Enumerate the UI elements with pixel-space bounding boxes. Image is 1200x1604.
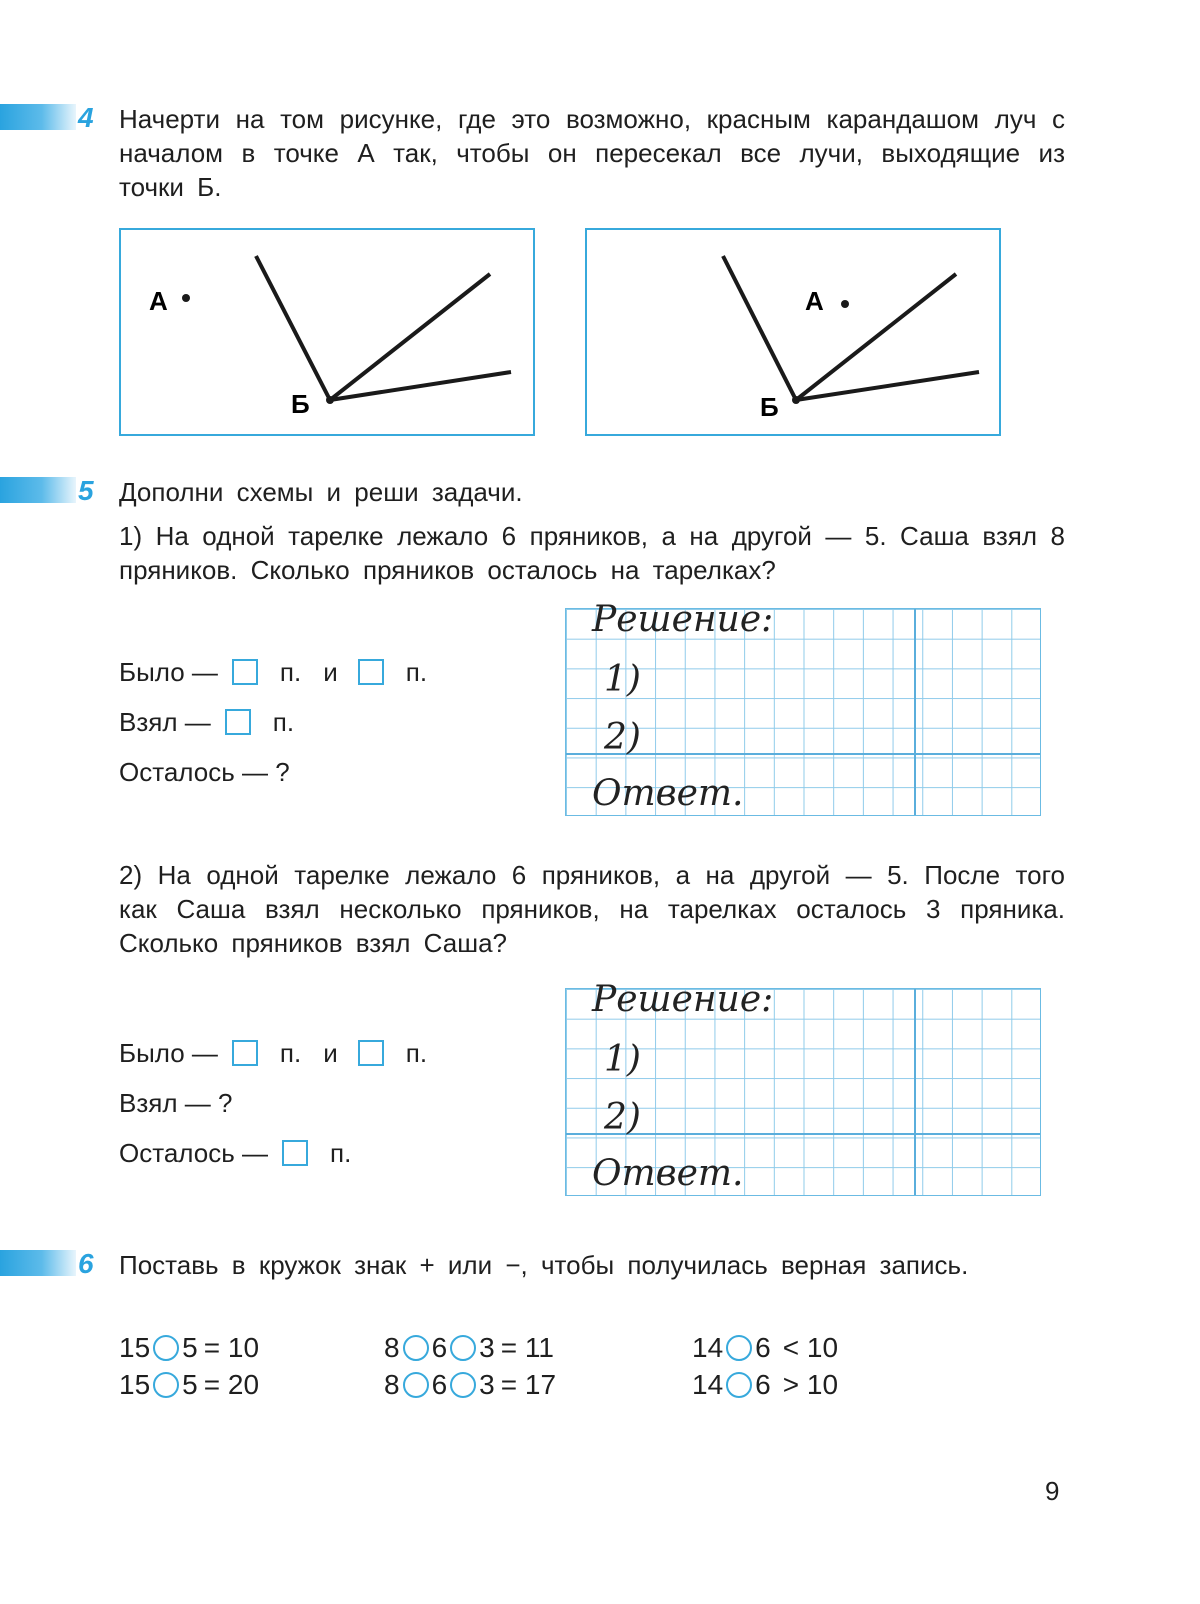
- operand: 8: [384, 1332, 400, 1363]
- point-b-dot: [326, 396, 334, 404]
- p2-was-box-2[interactable]: [358, 1040, 384, 1066]
- p1-was-box-2[interactable]: [358, 659, 384, 685]
- p1-scheme-line-2: [119, 705, 294, 739]
- p1-solution-grid[interactable]: [565, 599, 1041, 816]
- operand: 15: [119, 1369, 151, 1400]
- point-b-label: Б: [291, 389, 310, 419]
- task-5-problem-2: 2) На одной тарелке лежало 6 пряников, а на другой — 5. После того как Саша взял несколько пряников, на тарелках осталось 3 пряника. Сколько пряников взял Саша?: [119, 860, 1065, 958]
- p1-took-label: Взял —: [119, 707, 211, 737]
- operand: 6: [431, 1332, 448, 1363]
- sign-circle[interactable]: [726, 1372, 752, 1398]
- point-b-label: Б: [760, 392, 779, 422]
- point-a-label: А: [149, 286, 168, 316]
- p2-was-box-1[interactable]: [232, 1040, 258, 1066]
- sign-circle[interactable]: [153, 1335, 179, 1361]
- sign-circle[interactable]: [403, 1335, 429, 1361]
- sign-circle[interactable]: [726, 1335, 752, 1361]
- p1-took-unit: п.: [272, 707, 295, 737]
- step-2-label: 2): [604, 1097, 641, 1138]
- p2-scheme-line-2: [119, 1086, 232, 1120]
- operand: 14: [692, 1369, 724, 1400]
- rays-diagram-left: [121, 230, 537, 438]
- equation-result: = 10: [203, 1332, 260, 1363]
- p2-was-label: Было —: [119, 1038, 218, 1068]
- sign-circle[interactable]: [450, 1372, 476, 1398]
- task-5-marker: [0, 477, 76, 503]
- p2-unit-1: п.: [279, 1038, 302, 1068]
- sign-circle[interactable]: [450, 1335, 476, 1361]
- p1-was-label: Было —: [119, 657, 218, 687]
- p2-left-unit: п.: [330, 1138, 352, 1168]
- task-4-number: 4: [78, 102, 94, 133]
- solution-label: Решение:: [592, 599, 774, 640]
- step-1-label: 1): [604, 659, 641, 700]
- equation-row: [119, 1331, 259, 1365]
- task-4-figure-left[interactable]: [119, 228, 535, 436]
- step-1-label: 1): [604, 1039, 641, 1080]
- equation-row: [692, 1368, 838, 1402]
- p1-scheme-line-3: [119, 755, 290, 789]
- equation-row: [384, 1368, 556, 1402]
- p2-and: и: [323, 1038, 338, 1068]
- task-6-number: 6: [78, 1248, 94, 1279]
- p1-and: и: [323, 657, 338, 687]
- operand: 6: [755, 1332, 771, 1363]
- p2-scheme-line-1: [119, 1036, 427, 1070]
- sign-circle[interactable]: [403, 1372, 429, 1398]
- p1-unit-1: п.: [279, 657, 302, 687]
- operand: 6: [755, 1369, 771, 1400]
- p2-scheme-line-3: [119, 1136, 351, 1170]
- operand: 6: [431, 1369, 448, 1400]
- grid-divider: [914, 609, 916, 815]
- p1-unit-2: п.: [405, 657, 428, 687]
- equation-row: [692, 1331, 838, 1365]
- equation-row: [119, 1368, 259, 1402]
- answer-label: Ответ.: [592, 773, 744, 814]
- step-2-label: 2): [604, 717, 641, 758]
- p1-was-box-1[interactable]: [232, 659, 258, 685]
- p2-left-box[interactable]: [282, 1140, 308, 1166]
- task-4-figure-right[interactable]: [585, 228, 1001, 436]
- rays-diagram-right: [587, 230, 1003, 438]
- sign-circle[interactable]: [153, 1372, 179, 1398]
- operand: 14: [692, 1332, 724, 1363]
- p1-scheme-line-1: [119, 655, 427, 689]
- equation-result: > 10: [782, 1369, 839, 1400]
- p2-unit-2: п.: [405, 1038, 428, 1068]
- task-6-text: Поставь в кружок знак + или −, чтобы получилась верная запись.: [119, 1250, 969, 1280]
- operand: 3: [479, 1369, 495, 1400]
- p2-left-label: Осталось —: [119, 1138, 268, 1168]
- p1-left-label: Осталось — ?: [119, 757, 290, 787]
- solution-label: Решение:: [592, 979, 774, 1020]
- operand: 15: [119, 1332, 151, 1363]
- task-4-text: Начерти на том рисунке, где это возможно, красным карандашом луч с началом в точке А так, чтобы он пересекал все лучи, выходящие из точки Б.: [119, 104, 1065, 202]
- equation-result: = 20: [203, 1369, 260, 1400]
- task-5-number: 5: [78, 475, 94, 506]
- p1-took-box[interactable]: [225, 709, 251, 735]
- answer-label: Ответ.: [592, 1153, 744, 1194]
- point-a-dot: [841, 300, 849, 308]
- equation-result: < 10: [782, 1332, 839, 1363]
- grid-divider: [914, 989, 916, 1195]
- p2-solution-grid[interactable]: [565, 979, 1041, 1196]
- p2-took-label: Взял — ?: [119, 1088, 233, 1118]
- operand: 8: [384, 1369, 400, 1400]
- point-a-dot: [182, 294, 190, 302]
- equation-row: [384, 1331, 554, 1365]
- task-6-marker: [0, 1250, 76, 1276]
- task-5-problem-1: 1) На одной тарелке лежало 6 пряников, а на другой — 5. Саша взял 8 пряников. Сколько пряников осталось на тарелках?: [119, 521, 1065, 585]
- equation-result: = 17: [500, 1369, 557, 1400]
- point-b-dot: [792, 396, 800, 404]
- point-a-label: А: [805, 286, 824, 316]
- task-4-marker: [0, 104, 76, 130]
- page-number: 9: [1045, 1476, 1060, 1506]
- operand: 3: [479, 1332, 495, 1363]
- operand: 5: [182, 1332, 198, 1363]
- equation-result: = 11: [500, 1332, 554, 1363]
- operand: 5: [182, 1369, 198, 1400]
- task-5-intro: Дополни схемы и реши задачи.: [119, 477, 523, 507]
